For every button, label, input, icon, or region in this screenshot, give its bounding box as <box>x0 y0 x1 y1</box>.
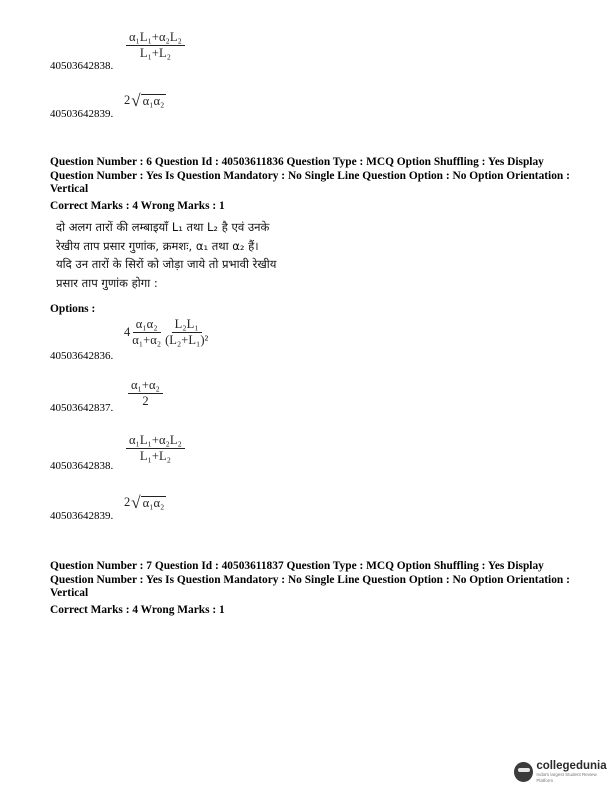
option-id: 40503642838. <box>50 60 114 72</box>
options-label: Options : <box>50 303 96 315</box>
sqrt-icon: √ <box>131 492 141 512</box>
sqrt-radicand: α₁α₂ <box>142 495 165 510</box>
option-math-fraction <box>126 30 185 60</box>
question-7-header: Question Number : 7 Question Id : 40503611837 Question Type : MCQ Option Shuffling : Yes Display Question Number : Yes Is Question Mandatory : No Single Line Question Option : No Option Orientation : Vertical <box>50 560 570 599</box>
fraction-numerator: α₁+α₂ <box>128 379 163 394</box>
option-id: 40503642839. <box>50 108 114 120</box>
coefficient: 4 <box>124 325 131 339</box>
fraction-denominator: L₁+L₂ <box>139 449 171 463</box>
question-text-line: यदि उन तारों के सिरों को जोड़ा जाये तो प्रभावी रेखीय <box>56 257 277 271</box>
option-math-sqrt <box>124 492 166 512</box>
option-id: 40503642838. <box>50 460 114 472</box>
option-id: 40503642839. <box>50 510 114 522</box>
option-id: 40503642836. <box>50 350 114 362</box>
fraction-numerator: α₁L₁+α₂L₂ <box>126 434 185 449</box>
collegedunia-logo <box>514 760 612 784</box>
logo-tagline: India's largest Student Review Platform <box>536 772 597 783</box>
fraction-numerator: α₁L₁+α₂L₂ <box>126 31 185 46</box>
fraction-denominator: α₁+α₂ <box>132 333 162 347</box>
sqrt-coefficient: 2 <box>124 495 131 509</box>
sqrt-icon: √ <box>131 90 141 110</box>
option-math-fraction <box>128 378 163 408</box>
question-text-line: रेखीय ताप प्रसार गुणांक, क्रमशः, α₁ तथा α₂ हैं। <box>56 238 259 253</box>
sqrt-coefficient: 2 <box>124 93 131 107</box>
fraction-numerator: α₁α₂ <box>133 318 161 333</box>
option-math-fraction <box>126 433 185 463</box>
sqrt-radicand: α₁α₂ <box>142 93 165 108</box>
fraction-denominator: 2 <box>142 394 149 408</box>
question-text-line: दो अलग तारों की लम्बाइयाँ L₁ तथा L₂ है एवं उनके <box>56 220 270 234</box>
fraction-denominator: L₁+L₂ <box>139 46 171 60</box>
option-math-sqrt <box>124 90 166 110</box>
question-7-marks: Correct Marks : 4 Wrong Marks : 1 <box>50 604 225 616</box>
option-math-product <box>124 318 208 347</box>
fraction-numerator: L₂L₁ <box>172 318 202 333</box>
mascot-icon <box>514 762 533 782</box>
fraction-denominator: (L₂+L₁)² <box>165 333 209 347</box>
question-text-line: प्रसार ताप गुणांक होगा : <box>56 275 158 290</box>
logo-brand: collegedunia <box>536 760 607 772</box>
option-id: 40503642837. <box>50 402 114 414</box>
question-6-text <box>56 218 276 292</box>
question-6-header: Question Number : 6 Question Id : 40503611836 Question Type : MCQ Option Shuffling : Yes Display Question Number : Yes Is Question Mandatory : No Single Line Question Option : No Option Orientation : Vertical <box>50 156 570 195</box>
question-6-marks: Correct Marks : 4 Wrong Marks : 1 <box>50 200 225 212</box>
